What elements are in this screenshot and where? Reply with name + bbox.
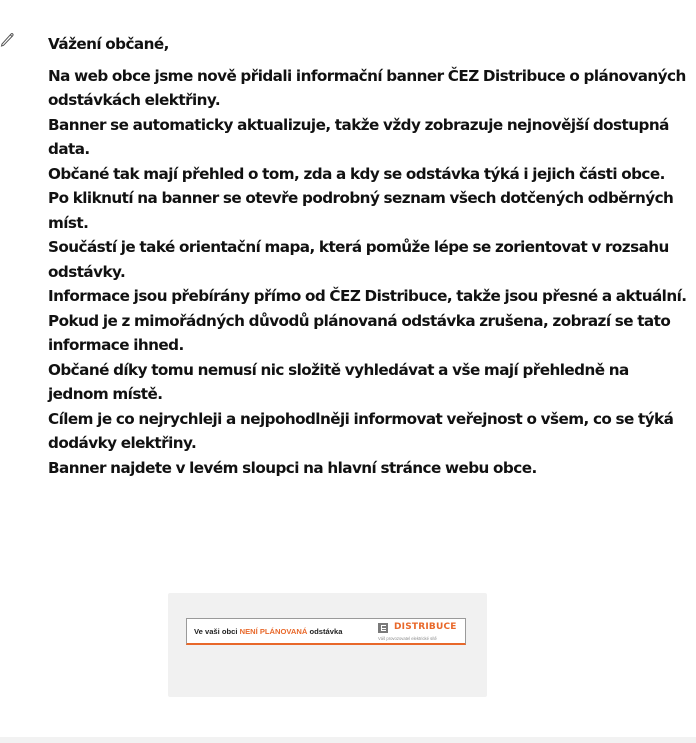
paragraph: Banner najdete v levém sloupci na hlavní stránce webu obce.	[48, 458, 537, 477]
paragraph: Součástí je také orientační mapa, která pomůže lépe se zorientovat v rozsahu odstávky.	[48, 238, 669, 281]
banner-image-frame	[168, 593, 487, 697]
paragraph: Pokud je z mimořádných důvodů plánovaná odstávka zrušena, zobrazí se tato informace ihned.	[48, 311, 671, 354]
cez-outage-banner[interactable]	[186, 618, 466, 645]
banner-text-suffix: odstávka	[307, 627, 343, 636]
brand-tagline: Váš provozovatel elektrické sítě	[378, 636, 437, 641]
greeting: Vážení občané,	[48, 35, 169, 53]
brand-block	[378, 622, 460, 644]
banner-status-text	[194, 627, 342, 636]
pencil-edit-icon[interactable]	[0, 31, 14, 47]
paragraph: Na web obce jsme nově přidali informační banner ČEZ Distribuce o plánovaných odstávkách elektřiny.	[48, 66, 686, 109]
banner-status-highlight: NENÍ PLÁNOVANÁ	[239, 627, 308, 636]
banner-text-prefix: Ve vaši obci	[194, 627, 240, 636]
paragraph: Cílem je co nejrychleji a nejpohodlněji informovat veřejnost o všem, co se týká dodávky elektřiny.	[48, 409, 674, 452]
bottom-divider	[0, 737, 696, 743]
paragraph: Po kliknutí na banner se otevře podrobný seznam všech dotčených odběrných míst.	[48, 189, 674, 232]
paragraph: Informace jsou přebírány přímo od ČEZ Distribuce, takže jsou přesné a aktuální.	[48, 287, 687, 305]
cez-logo-icon	[378, 623, 388, 633]
letter-body	[48, 32, 688, 480]
paragraph: Banner se automaticky aktualizuje, takže vždy zobrazuje nejnovější dostupná data.	[48, 115, 669, 158]
brand-name: DISTRIBUCE	[394, 622, 457, 632]
paragraph: Občané tak mají přehled o tom, zda a kdy se odstávka týká i jejich části obce.	[48, 164, 665, 183]
paragraph: Občané díky tomu nemusí nic složitě vyhledávat a vše mají přehledně na jednom místě.	[48, 360, 629, 403]
